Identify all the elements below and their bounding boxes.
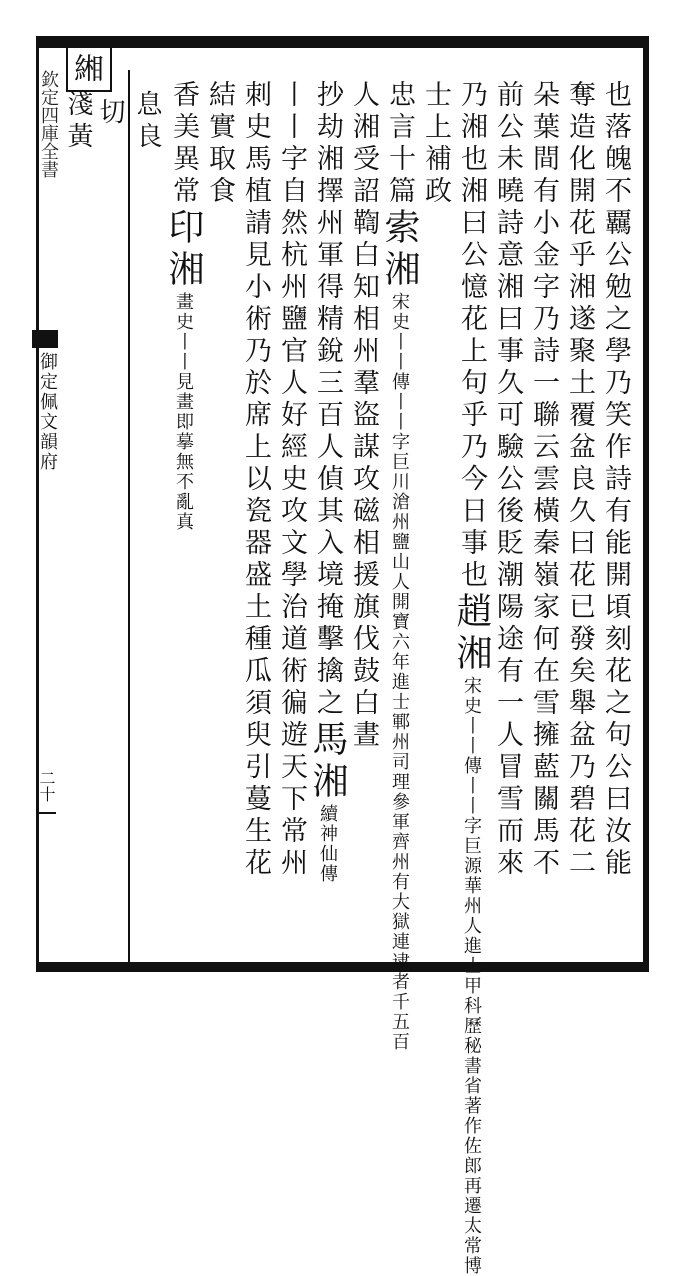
text-column-12: 結實取食	[204, 80, 235, 208]
margin-fishtail-mark	[32, 330, 58, 348]
margin-page-number: 二十	[37, 770, 56, 802]
text-column-8: 人湘受詔鞫白知相州羣盜謀攻磁相援旗伐鼓白晝	[348, 80, 379, 752]
entry-note-suo-xiang: 宋史丨丨傳丨丨字巨川滄州鹽山人開寶六年進士鄆州司理參軍齊州有大獄連逮者千五百	[389, 292, 410, 1052]
text-column-6	[418, 80, 452, 960]
head-reading-suffix: 切	[95, 98, 125, 130]
frame-top-rule	[36, 36, 649, 48]
text-column-7	[379, 80, 420, 1052]
text-column-9	[307, 80, 348, 960]
column-text: 士上補政	[420, 80, 451, 208]
margin-number-rule	[38, 812, 56, 814]
column-text: 香美異常	[168, 80, 199, 208]
text-column-5	[451, 80, 492, 1276]
entry-word-suo-xiang: 索湘	[379, 208, 420, 292]
entry-word-yin-xiang: 印湘	[163, 208, 204, 292]
text-column-10: 丨丨字自然杭州鹽官人好經史攻文學治道術徧遊天下常州	[276, 80, 307, 880]
frame-right-rule	[643, 36, 649, 972]
column-text: 抄劫湘擇州軍得精銳三百人偵其入境掩擊擒之	[312, 80, 343, 720]
head-reading-2: 淺黃	[63, 90, 93, 154]
column-text: 乃湘也湘曰公憶花上句乎乃今日事也	[456, 80, 487, 592]
text-column-11: 刺史馬植請見小術乃於席上以瓷器盛土種瓜須臾引蔓生花	[240, 80, 271, 880]
text-column-13	[163, 80, 204, 960]
head-character-box	[66, 40, 112, 92]
head-reading-text: 息良	[132, 90, 162, 154]
entry-word-ma-xiang: 馬湘	[307, 720, 348, 804]
entry-note-zhao-xiang: 宋史丨丨傳丨丨字巨源華州人進士甲科歷秘書省著作佐郎再遷太常博	[461, 676, 482, 1276]
text-column-1: 也落魄不覊公勉之學乃笑作詩有能開頃刻花之句公曰汝能	[600, 80, 631, 880]
entry-word-zhao-xiang: 趙湘	[451, 592, 492, 676]
frame-inner-left-rule	[128, 70, 130, 968]
entry-note-ma-xiang: 續神仙傳	[317, 804, 338, 884]
text-column-2: 奪造化開花乎湘遂聚土覆盆良久曰花已發矣舉盆乃碧花二	[564, 80, 595, 880]
text-column-3: 朵葉間有小金字乃詩一聯云雲橫秦嶺家何在雪擁藍關馬不	[528, 80, 559, 880]
entry-note-yin-xiang: 畫史丨丨見畫即摹無不亂真	[173, 292, 194, 532]
head-character: 緗	[74, 52, 104, 87]
text-column-4: 前公未曉詩意湘曰事久可驗公後貶潮陽途有一人冒雪而來	[492, 80, 523, 880]
margin-book-title: 御定佩文韻府	[37, 352, 58, 472]
margin-series-title: 欽定四庫全書	[38, 70, 59, 178]
column-text: 忠言十篇	[384, 80, 415, 208]
head-reading-1	[92, 90, 166, 154]
